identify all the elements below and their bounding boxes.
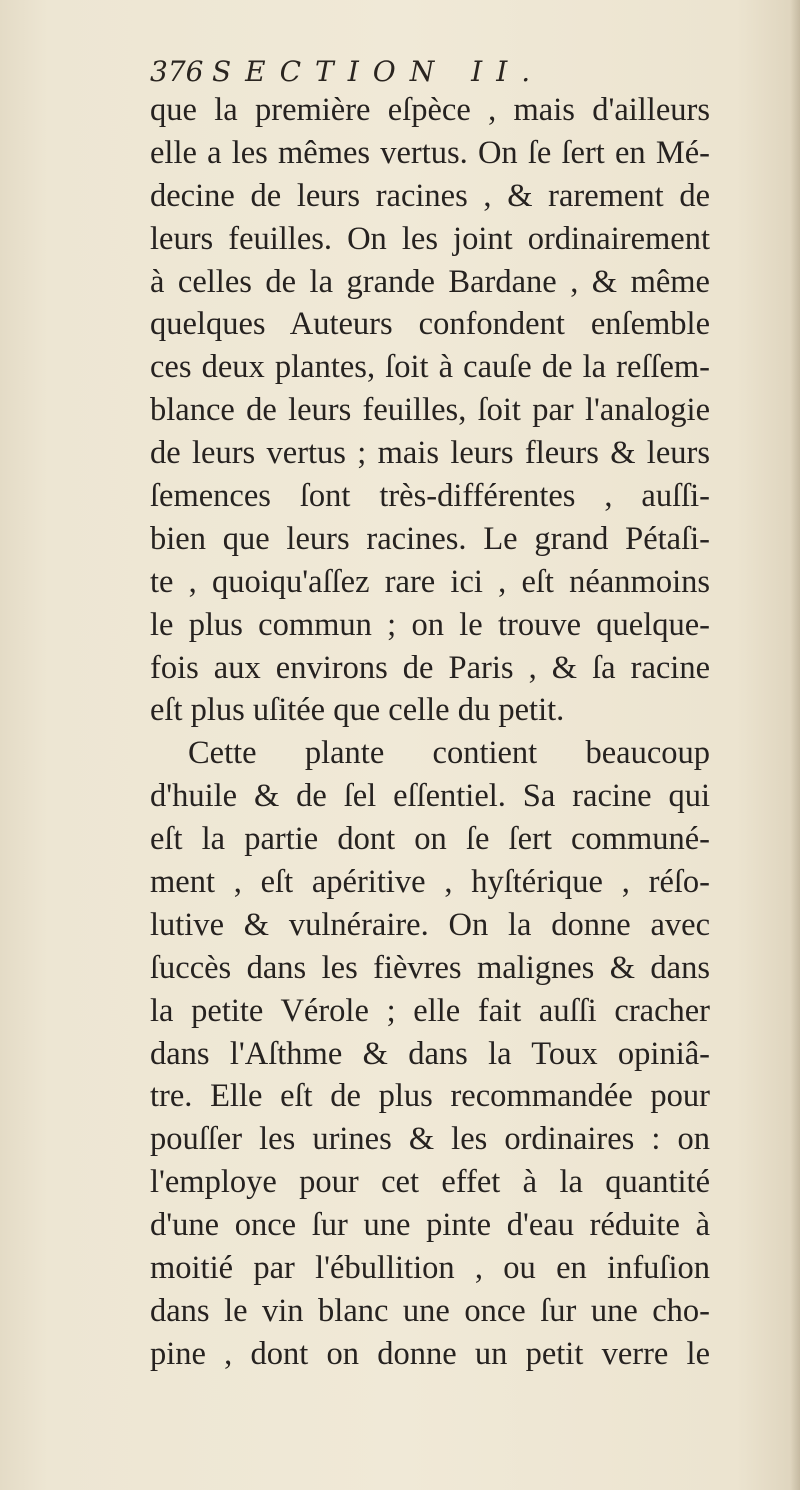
- text-line: eſt la partie dont on ſe ſert communé-: [150, 821, 710, 858]
- text-line: d'une once ſur une pinte d'eau réduite à: [150, 1207, 710, 1244]
- text-line: le plus commun ; on le trouve quelque-: [150, 606, 710, 643]
- text-line: pouſſer les urines & les ordinaires : on: [150, 1121, 710, 1158]
- text-line: ſuccès dans les fièvres malignes & dans: [150, 949, 710, 986]
- text-line: lutive & vulnéraire. On la donne avec: [150, 906, 710, 943]
- text-line: dans l'Aſthme & dans la Toux opiniâ-: [150, 1035, 710, 1072]
- text-line: blance de leurs feuilles, ſoit par l'analogie: [150, 392, 710, 429]
- text-line: la petite Vérole ; elle fait auſſi cracher: [150, 992, 710, 1029]
- text-line: dans le vin blanc une once ſur une cho-: [150, 1292, 710, 1329]
- text-line: moitié par l'ébullition , ou en infuſion: [150, 1250, 710, 1287]
- text-line: ment , eſt apéritive , hyſtérique , réſo-: [150, 864, 710, 901]
- text-line: te , quoiqu'aſſez rare ici , eſt néanmoins: [150, 563, 710, 600]
- text-line: eſt plus uſitée que celle du petit.: [150, 692, 565, 729]
- text-line: leurs feuilles. On les joint ordinairement: [150, 220, 710, 257]
- text-line: quelques Auteurs confondent enſemble: [150, 306, 710, 343]
- page-number: 376: [150, 55, 204, 88]
- text-line: que la première eſpèce , mais d'ailleurs: [150, 92, 710, 128]
- text-line: tre. Elle eſt de plus recommandée pour: [150, 1078, 710, 1115]
- text-line: d'huile & de ſel eſſentiel. Sa racine qui: [150, 778, 710, 815]
- text-line: elle a les mêmes vertus. On ſe ſert en Mé-: [150, 134, 710, 171]
- text-line: de leurs vertus ; mais leurs fleurs & leurs: [150, 435, 710, 472]
- text-line: ſemences ſont très-différentes , auſſi-: [150, 478, 710, 515]
- body-text: [150, 89, 710, 1376]
- running-head: SECTION II.: [212, 55, 545, 88]
- text-line: pine , dont on donne un petit verre le: [150, 1335, 710, 1372]
- text-line: bien que leurs racines. Le grand Pétaſi-: [150, 520, 710, 557]
- text-line: à celles de la grande Bardane , & même: [150, 263, 710, 300]
- text-line: fois aux environs de Paris , & ſa racine: [150, 649, 710, 686]
- text-line: l'employe pour cet effet à la quantité: [150, 1164, 710, 1201]
- text-line: Cette plante contient beaucoup: [188, 735, 710, 772]
- text-line: decine de leurs racines , & rarement de: [150, 177, 710, 214]
- page-header: [150, 52, 710, 92]
- text-line: ces deux plantes, ſoit à cauſe de la reſſem-: [150, 349, 710, 386]
